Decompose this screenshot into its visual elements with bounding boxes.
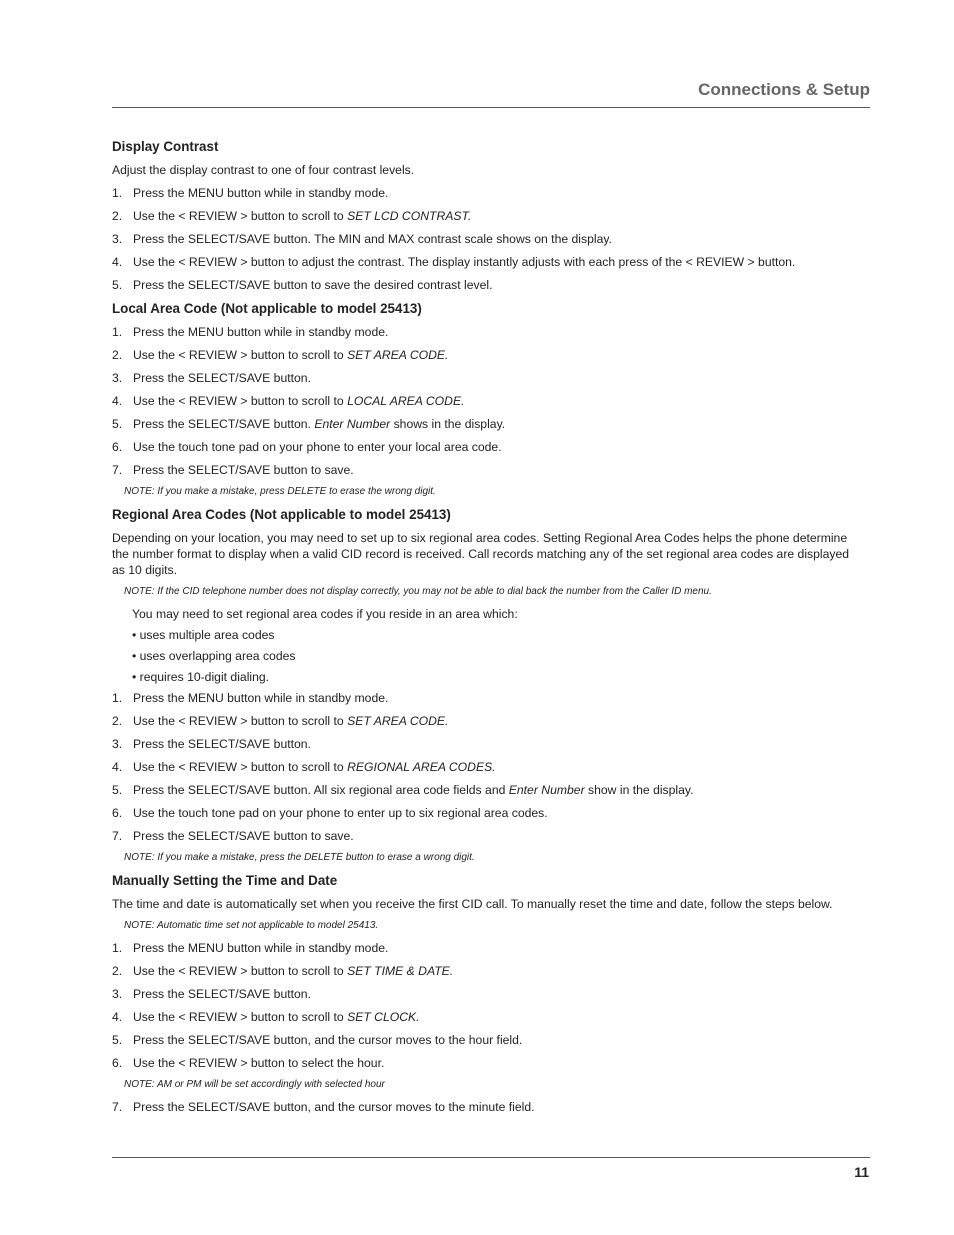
time-date-note-automatic: NOTE: Automatic time set not applicable to model 25413.	[124, 920, 379, 931]
step-text: Press the SELECT/SAVE button. Enter Number shows in the display.	[133, 417, 506, 431]
menu-option-text: SET LCD CONTRAST.	[347, 209, 472, 223]
section-heading-local-area-code: Local Area Code (Not applicable to model 25413)	[112, 301, 422, 316]
bullet-item: • requires 10-digit dialing.	[132, 670, 270, 684]
bullet-item: • uses multiple area codes	[132, 628, 275, 642]
step-text: Press the SELECT/SAVE button.	[133, 987, 311, 1001]
list-item	[112, 370, 864, 386]
step-number: 1.	[112, 325, 123, 339]
menu-option-text: SET AREA CODE.	[347, 348, 449, 362]
list-item	[112, 759, 864, 775]
regional-area-codes-lead: You may need to set regional area codes if you reside in an area which:	[132, 607, 518, 621]
step-number: 4.	[112, 1010, 123, 1024]
bullet-item: • uses overlapping area codes	[132, 649, 296, 663]
step-number: 4.	[112, 394, 123, 408]
step-number: 5.	[112, 783, 123, 797]
menu-option-text: SET TIME & DATE.	[347, 964, 454, 978]
list-item	[112, 416, 864, 432]
step-text: Use the < REVIEW > button to scroll to SET AREA CODE.	[133, 714, 449, 728]
step-number: 7.	[112, 1100, 123, 1114]
regional-area-codes-note-delete: NOTE: If you make a mistake, press the DELETE button to erase a wrong digit.	[124, 852, 475, 863]
step-number: 3.	[112, 371, 123, 385]
menu-option-text: REGIONAL AREA CODES.	[347, 760, 496, 774]
section-heading-regional-area-codes: Regional Area Codes (Not applicable to model 25413)	[112, 507, 451, 522]
step-text: Use the touch tone pad on your phone to enter your local area code.	[133, 440, 502, 454]
step-text: Press the SELECT/SAVE button, and the cursor moves to the minute field.	[133, 1100, 535, 1114]
step-number: 2.	[112, 714, 123, 728]
header-divider	[112, 107, 870, 108]
section-heading-time-date: Manually Setting the Time and Date	[112, 873, 338, 888]
menu-option-text: SET AREA CODE.	[347, 714, 449, 728]
list-item	[112, 690, 864, 706]
step-number: 3.	[112, 232, 123, 246]
display-contrast-steps	[112, 185, 864, 293]
section-heading-display-contrast: Display Contrast	[112, 139, 219, 154]
list-item	[112, 254, 864, 270]
list-item	[112, 439, 864, 455]
step-text: Use the < REVIEW > button to adjust the contrast. The display instantly adjusts with each press of the < REVIEW > button.	[133, 255, 796, 269]
regional-area-codes-note-cid: NOTE: If the CID telephone number does not display correctly, you may not be able to dial back the number from the Caller ID menu.	[124, 586, 712, 597]
step-number: 6.	[112, 1056, 123, 1070]
list-item	[112, 208, 864, 224]
list-item	[112, 231, 864, 247]
time-date-note-ampm: NOTE: AM or PM will be set accordingly with selected hour	[124, 1079, 385, 1090]
step-number: 7.	[112, 829, 123, 843]
time-date-intro: The time and date is automatically set when you receive the first CID call. To manually reset the time and date, follow the steps below.	[112, 897, 833, 911]
list-item	[112, 324, 864, 340]
menu-option-text: Enter Number	[508, 783, 585, 797]
page-number: 11	[854, 1164, 869, 1180]
regional-area-codes-steps	[112, 690, 864, 844]
step-number: 6.	[112, 806, 123, 820]
step-text: Press the SELECT/SAVE button. All six regional area code fields and Enter Number show in the display.	[133, 783, 694, 797]
step-text: Use the < REVIEW > button to scroll to SET TIME & DATE.	[133, 964, 454, 978]
step-text: Press the MENU button while in standby mode.	[133, 325, 389, 339]
step-number: 2.	[112, 209, 123, 223]
display-contrast-intro: Adjust the display contrast to one of four contrast levels.	[112, 163, 415, 177]
step-number: 5.	[112, 278, 123, 292]
step-number: 7.	[112, 463, 123, 477]
time-date-steps-continued	[112, 1099, 864, 1115]
list-item	[112, 736, 864, 752]
page-content	[112, 138, 864, 1122]
step-text: Use the touch tone pad on your phone to enter up to six regional area codes.	[133, 806, 548, 820]
list-item	[112, 1099, 864, 1115]
step-number: 3.	[112, 737, 123, 751]
step-number: 4.	[112, 255, 123, 269]
step-text: Press the SELECT/SAVE button.	[133, 737, 311, 751]
step-text: Use the < REVIEW > button to scroll to LOCAL AREA CODE.	[133, 394, 465, 408]
step-text: Press the MENU button while in standby mode.	[133, 186, 389, 200]
step-text: Press the MENU button while in standby mode.	[133, 691, 389, 705]
step-text: Use the < REVIEW > button to scroll to REGIONAL AREA CODES.	[133, 760, 496, 774]
step-number: 1.	[112, 941, 123, 955]
list-item	[112, 277, 864, 293]
local-area-code-steps	[112, 324, 864, 478]
step-text: Use the < REVIEW > button to select the hour.	[133, 1056, 385, 1070]
local-area-code-note: NOTE: If you make a mistake, press DELETE to erase the wrong digit.	[124, 486, 436, 497]
time-date-steps	[112, 940, 864, 1071]
list-item	[112, 462, 864, 478]
list-item	[112, 828, 864, 844]
list-item	[112, 347, 864, 363]
step-text: Press the SELECT/SAVE button to save the desired contrast level.	[133, 278, 493, 292]
list-item	[112, 986, 864, 1002]
list-item	[112, 963, 864, 979]
list-item	[112, 1032, 864, 1048]
step-text: Use the < REVIEW > button to scroll to SET AREA CODE.	[133, 348, 449, 362]
list-item	[112, 713, 864, 729]
step-text: Press the SELECT/SAVE button to save.	[133, 829, 354, 843]
footer-divider	[112, 1157, 870, 1158]
list-item	[112, 1009, 864, 1025]
step-text: Press the SELECT/SAVE button to save.	[133, 463, 354, 477]
page-header-title: Connections & Setup	[698, 80, 870, 99]
step-text: Use the < REVIEW > button to scroll to SET CLOCK.	[133, 1010, 420, 1024]
step-text: Press the SELECT/SAVE button, and the cursor moves to the hour field.	[133, 1033, 523, 1047]
step-text: Use the < REVIEW > button to scroll to SET LCD CONTRAST.	[133, 209, 472, 223]
step-number: 3.	[112, 987, 123, 1001]
regional-area-codes-intro: Depending on your location, you may need to set up to six regional area codes. Setting Regional Area Codes helps the phone determine the number format to display when a valid CID record is received. Call records matching any of the set regional area codes are displayed as 10 digits.	[112, 531, 850, 577]
step-number: 1.	[112, 691, 123, 705]
step-text: Press the MENU button while in standby mode.	[133, 941, 389, 955]
list-item	[112, 940, 864, 956]
list-item	[112, 1055, 864, 1071]
menu-option-text: LOCAL AREA CODE.	[347, 394, 465, 408]
menu-option-text: Enter Number	[314, 417, 391, 431]
step-number: 5.	[112, 417, 123, 431]
step-text: Press the SELECT/SAVE button.	[133, 371, 311, 385]
menu-option-text: SET CLOCK.	[347, 1010, 420, 1024]
step-number: 2.	[112, 348, 123, 362]
step-number: 2.	[112, 964, 123, 978]
step-number: 5.	[112, 1033, 123, 1047]
list-item	[112, 782, 864, 798]
list-item	[112, 185, 864, 201]
step-number: 6.	[112, 440, 123, 454]
step-number: 1.	[112, 186, 123, 200]
step-number: 4.	[112, 760, 123, 774]
step-text: Press the SELECT/SAVE button. The MIN and MAX contrast scale shows on the display.	[133, 232, 612, 246]
list-item	[112, 805, 864, 821]
list-item	[112, 393, 864, 409]
